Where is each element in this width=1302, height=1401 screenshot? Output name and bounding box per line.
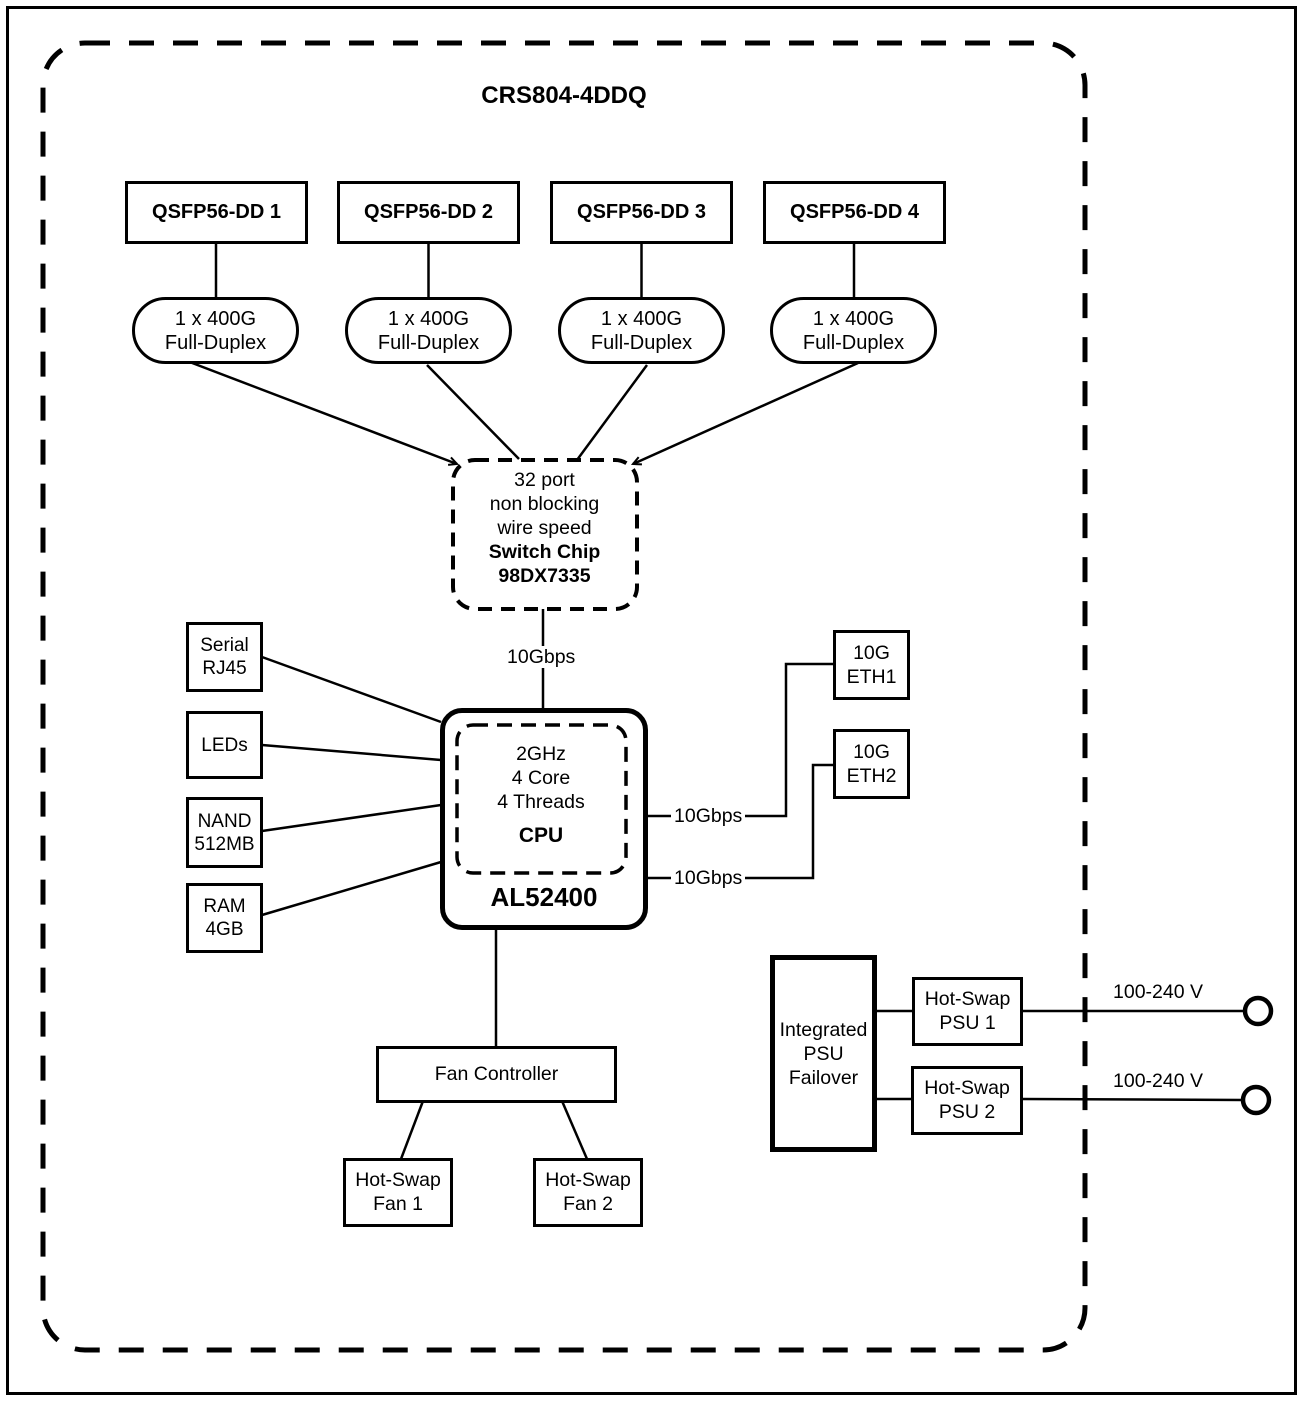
cpu-model: AL52400 [490,882,598,912]
cpu-clock: 2GHz [516,743,566,765]
qsfp-port-4-label: QSFP56-DD 4 [790,200,919,223]
fan-controller-box [376,1046,617,1103]
psu1-box [912,977,1023,1046]
psu2-line1: Hot-Swap [924,1077,1010,1099]
nand-line1: NAND [197,810,252,832]
port-4-speed: 1 x 400G [812,307,895,330]
psu2-box [911,1066,1023,1135]
fan1-line1: Hot-Swap [355,1169,441,1191]
diagram-title: CRS804-4DDQ [481,82,647,109]
leds-box [186,711,263,779]
leds-label: LEDs [201,734,248,756]
ram-box [186,883,263,953]
switch-chip-model: 98DX7335 [498,565,591,587]
fan2-box [533,1158,643,1227]
cpu-threads: 4 Threads [497,791,585,813]
ac-voltage-label-1: 100-240 V [1113,981,1203,1003]
link-cpu-eth1-speed: 10Gbps [671,805,745,827]
switch-chip-line3: wire speed [497,517,592,539]
eth2-box [833,729,910,799]
cpu-cores: 4 Core [511,767,571,789]
serial-box [186,622,263,692]
switch-chip-name: Switch Chip [488,541,601,563]
psu-failover-box [770,955,877,1152]
switch-chip-line2: non blocking [489,493,600,515]
qsfp-port-2-label: QSFP56-DD 2 [364,200,493,223]
link-cpu-eth2-speed: 10Gbps [671,867,745,889]
fan1-line2: Fan 1 [373,1192,423,1215]
ram-line2: 4GB [205,919,244,940]
cpu-label: CPU [518,824,564,847]
port-2-speed: 1 x 400G [387,307,470,330]
nand-box [186,797,263,868]
serial-line1: Serial [200,635,249,656]
link-switch-cpu-speed: 10Gbps [504,646,578,668]
port-1-speed: 1 x 400G [174,307,257,330]
eth1-box [833,630,910,700]
psu2-line2: PSU 2 [938,1100,996,1123]
eth1-speed: 10G [853,642,890,664]
qsfp-port-1-label: QSFP56-DD 1 [152,200,281,223]
port-3-duplex: Full-Duplex [590,331,693,354]
psu1-line2: PSU 1 [939,1011,996,1034]
eth1-label: ETH1 [846,666,897,688]
port-2-duplex: Full-Duplex [377,331,480,354]
eth2-speed: 10G [853,741,890,763]
nand-line2: 512MB [194,833,255,855]
psu1-line1: Hot-Swap [924,988,1011,1010]
fan-controller-label: Fan Controller [434,1062,559,1085]
port-3-speed: 1 x 400G [600,307,683,330]
ram-line1: RAM [203,896,246,917]
psu-failover-line3: Failover [788,1066,859,1089]
ac-voltage-label-2: 100-240 V [1113,1070,1203,1092]
switch-chip-line1: 32 port [514,469,575,491]
port-4-duplex: Full-Duplex [802,331,905,354]
port-1-duplex: Full-Duplex [164,331,267,354]
fan1-box [343,1158,453,1227]
qsfp-port-3-label: QSFP56-DD 3 [577,200,706,223]
serial-line2: RJ45 [202,658,247,679]
psu-failover-line2: PSU [803,1042,844,1065]
psu-failover-line1: Integrated [779,1018,868,1041]
fan2-line2: Fan 2 [563,1192,613,1215]
eth2-label: ETH2 [846,765,897,787]
fan2-line1: Hot-Swap [545,1169,631,1191]
cpu-core-text [456,742,626,848]
